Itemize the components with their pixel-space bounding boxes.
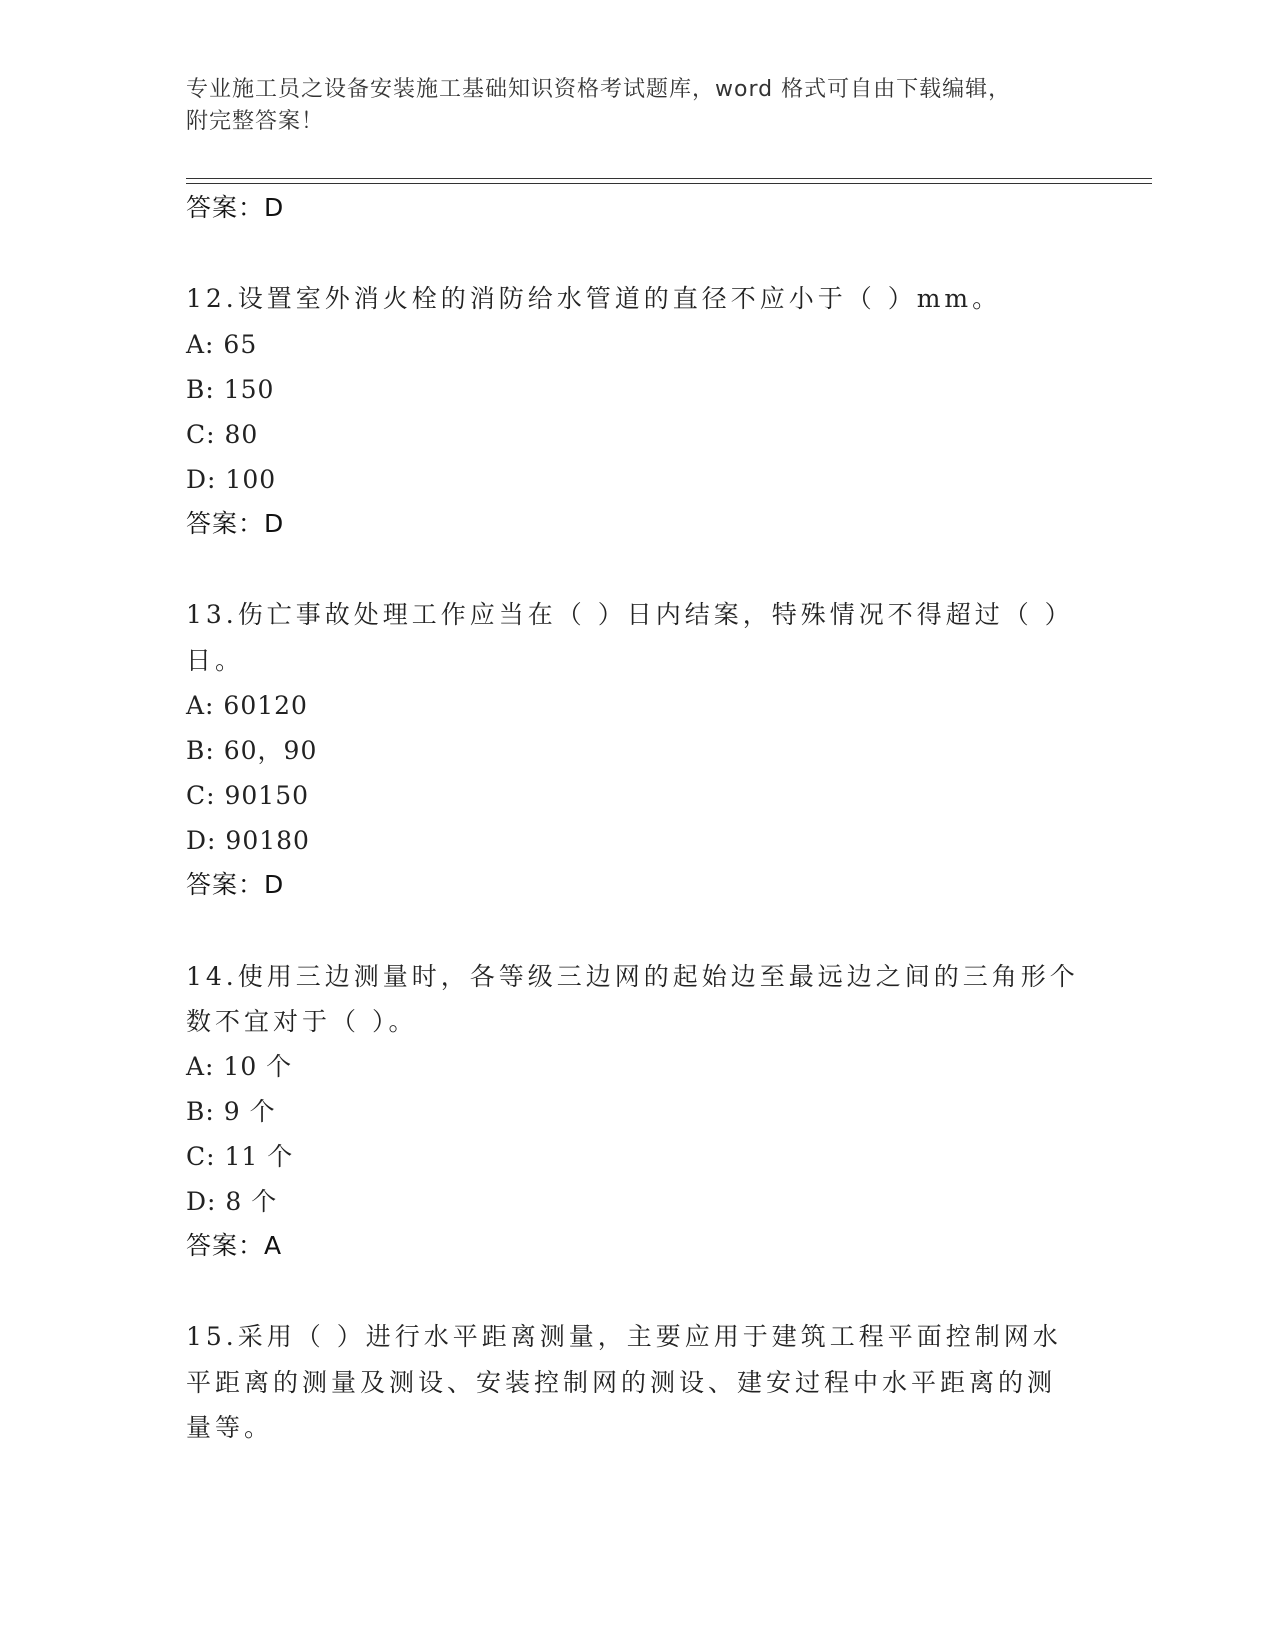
- header-rule-bottom: [186, 183, 1152, 184]
- header-rule-top: [186, 178, 1152, 179]
- page-header: [186, 74, 1066, 138]
- question-13-option-a: A: 60120: [186, 691, 308, 720]
- question-12-answer: 答案：D: [186, 509, 285, 538]
- question-13-text-line-1: 13.伤亡事故处理工作应当在（ ）日内结案，特殊情况不得超过（ ）: [186, 600, 1074, 629]
- question-13-answer: 答案：D: [186, 870, 285, 899]
- question-14-option-b: B: 9 个: [186, 1097, 276, 1126]
- header-line-1: 专业施工员之设备安装施工基础知识资格考试题库，word 格式可自由下载编辑，: [186, 77, 1012, 102]
- question-14-option-c: C: 11 个: [186, 1142, 294, 1171]
- question-14-text-line-2: 数不宜对于（ ）。: [186, 1007, 418, 1036]
- question-14-text-line-1: 14.使用三边测量时，各等级三边网的起始边至最远边之间的三角形个: [186, 962, 1079, 991]
- question-13-option-b: B: 60，90: [186, 736, 318, 765]
- question-12-option-c: C: 80: [186, 420, 259, 449]
- question-12-option-b: B: 150: [186, 375, 275, 404]
- question-14-option-d: D: 8 个: [186, 1187, 278, 1216]
- question-13-text-line-2: 日。: [186, 646, 245, 675]
- question-15-text-line-2: 平距离的测量及测设、安装控制网的测设、建安过程中水平距离的测: [186, 1368, 1057, 1397]
- question-14-option-a: A: 10 个: [186, 1052, 293, 1081]
- question-15-text-line-1: 15.采用（ ）进行水平距离测量，主要应用于建筑工程平面控制网水: [186, 1322, 1062, 1351]
- question-13-option-c: C: 90150: [186, 781, 310, 810]
- question-15-text-line-3: 量等。: [186, 1413, 274, 1442]
- header-line-2: 附完整答案！: [186, 109, 325, 134]
- question-13-option-d: D: 90180: [186, 826, 310, 855]
- question-12-option-a: A: 65: [186, 330, 258, 359]
- question-12-text: 12.设置室外消火栓的消防给水管道的直径不应小于（ ）mm。: [186, 284, 1002, 313]
- question-14-answer: 答案：A: [186, 1231, 283, 1260]
- question-12-option-d: D: 100: [186, 465, 277, 494]
- answer-prev: 答案：D: [186, 193, 285, 222]
